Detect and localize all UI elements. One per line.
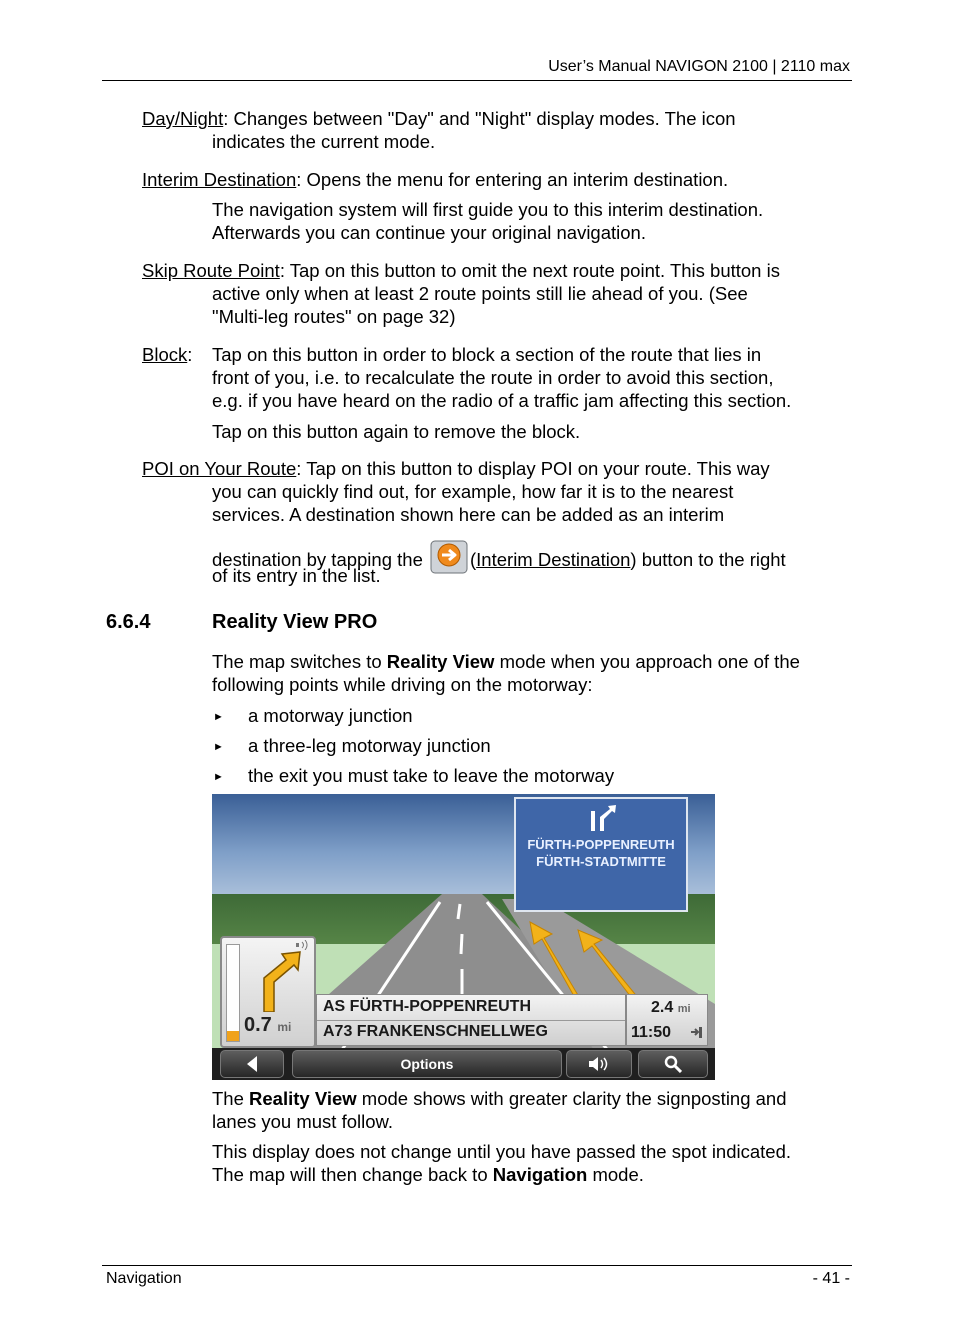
bullet-marker: ► [213, 771, 224, 783]
distance-value: 0.7 [244, 1014, 272, 1036]
turn-indicator-panel [220, 936, 316, 1048]
block-text-3: e.g. if you have heard on the radio of a traffic jam affecting this section. [212, 390, 792, 411]
interim-text: : Opens the menu for entering an interim destination. [296, 169, 729, 190]
back-button[interactable] [220, 1050, 284, 1078]
daynight-term: Day/Night [142, 108, 224, 129]
poi-text-2: you can quickly find out, for example, how far it is to the nearest [212, 481, 734, 502]
arrival-time: 11:50 [631, 1024, 672, 1041]
poi-text: : Tap on this button to display POI on your route. This way [296, 458, 770, 479]
poi-text-4b: ( [470, 549, 477, 570]
distance-unit: mi [277, 1020, 292, 1034]
speaker-icon [588, 1056, 610, 1072]
after-line-3: This display does not change until you have passed the spot indicated. [212, 1141, 792, 1162]
skip-text-3: "Multi-leg routes" on page 32) [212, 306, 456, 327]
current-street: A73 FRANKENSCHNELLWEG [323, 1023, 548, 1040]
reality-view-screenshot [212, 794, 715, 1080]
after-1a: The [212, 1088, 250, 1109]
poi-text-5: of its entry in the list. [212, 565, 381, 586]
page-number: - 41 - [812, 1270, 850, 1287]
block-term: Block [142, 344, 188, 365]
remaining-value: 2.4 [651, 999, 674, 1016]
section-title: Reality View PRO [212, 611, 378, 633]
after-line-1 [212, 1087, 852, 1110]
skip-text: : Tap on this button to omit the next route point. This button is [279, 260, 780, 281]
header-rule [102, 80, 852, 81]
skip-text-2: active only when at least 2 route points still lie ahead of you. (See [212, 283, 748, 304]
interim-entry [142, 168, 842, 191]
poi-term: POI on Your Route [142, 458, 297, 479]
poi-entry [142, 457, 852, 480]
block-text-4: Tap on this button again to remove the block. [212, 421, 581, 442]
after-1c: mode shows with greater clarity the signposting and [356, 1088, 787, 1109]
bullet-marker: ► [213, 741, 224, 753]
after-4b: Navigation [492, 1164, 588, 1185]
turn-right-arrow-icon [256, 948, 306, 1012]
after-line-4 [212, 1163, 852, 1186]
options-button[interactable]: Options [292, 1050, 562, 1078]
block-text-1: Tap on this button in order to block a section of the route that lies in [212, 344, 762, 365]
sign-arrow-icon [588, 805, 618, 831]
bullet-marker: ► [213, 711, 224, 723]
trip-info-box [626, 994, 708, 1046]
volume-button[interactable] [566, 1050, 632, 1078]
poi-text-3: services. A destination shown here can be added as an interim [212, 504, 725, 525]
block-entry [142, 343, 192, 366]
sign-line-1: FÜRTH-POPPENREUTH [527, 837, 675, 852]
block-colon: : [187, 344, 193, 365]
interim-text-2: The navigation system will first guide you to this interim destination. [212, 199, 764, 220]
direction-sign [514, 797, 688, 912]
daynight-text: : Changes between "Day" and "Night" display modes. The icon [223, 108, 736, 129]
page-header: User’s Manual NAVIGON 2100 | 2110 max [548, 58, 850, 75]
intro-1a: The map switches to [212, 651, 387, 672]
skip-term: Skip Route Point [142, 260, 280, 281]
interim-destination-link: Interim Destination [476, 549, 631, 570]
after-line-2: lanes you must follow. [212, 1111, 393, 1132]
magnifier-icon [664, 1055, 682, 1073]
daynight-entry [142, 107, 842, 130]
search-button[interactable] [638, 1050, 708, 1078]
after-1b: Reality View [249, 1088, 357, 1109]
remaining-unit: mi [677, 1003, 691, 1015]
intro-line-1 [212, 650, 852, 673]
sound-icon [296, 940, 310, 950]
bullet-item: the exit you must take to leave the motorway [248, 765, 615, 786]
sign-line-2: FÜRTH-STADTMITTE [536, 854, 666, 869]
bullet-item: a three-leg motorway junction [248, 735, 491, 756]
after-4a: The map will then change back to [212, 1164, 493, 1185]
street-info-box [316, 994, 626, 1046]
intro-line-2: following points while driving on the motorway: [212, 674, 593, 695]
interim-text-3: Afterwards you can continue your original navigation. [212, 222, 646, 243]
section-number: 6.6.4 [106, 611, 151, 633]
skip-entry [142, 259, 852, 282]
block-text-2: front of you, i.e. to recalculate the route in order to avoid this section, [212, 367, 774, 388]
intro-1c: mode when you approach one of the [494, 651, 800, 672]
remaining-distance [651, 999, 691, 1017]
after-4c: mode. [587, 1164, 644, 1185]
next-street: AS FÜRTH-POPPENREUTH [323, 998, 532, 1015]
destination-flag-icon [689, 1025, 703, 1039]
daynight-text-2: indicates the current mode. [212, 131, 436, 152]
distance-to-turn [244, 1014, 291, 1037]
footer-rule [102, 1265, 852, 1266]
interim-term: Interim Destination [142, 169, 297, 190]
distance-progress-fill [227, 1031, 239, 1041]
poi-text-4a: destination by tapping the [212, 549, 423, 570]
footer-section: Navigation [106, 1270, 182, 1287]
bullet-item: a motorway junction [248, 705, 413, 726]
distance-progress-bar [226, 944, 240, 1042]
intro-1b: Reality View [386, 651, 495, 672]
back-arrow-icon [245, 1056, 259, 1072]
poi-text-4c: ) button to the right [630, 549, 786, 570]
device-toolbar [212, 1048, 715, 1080]
